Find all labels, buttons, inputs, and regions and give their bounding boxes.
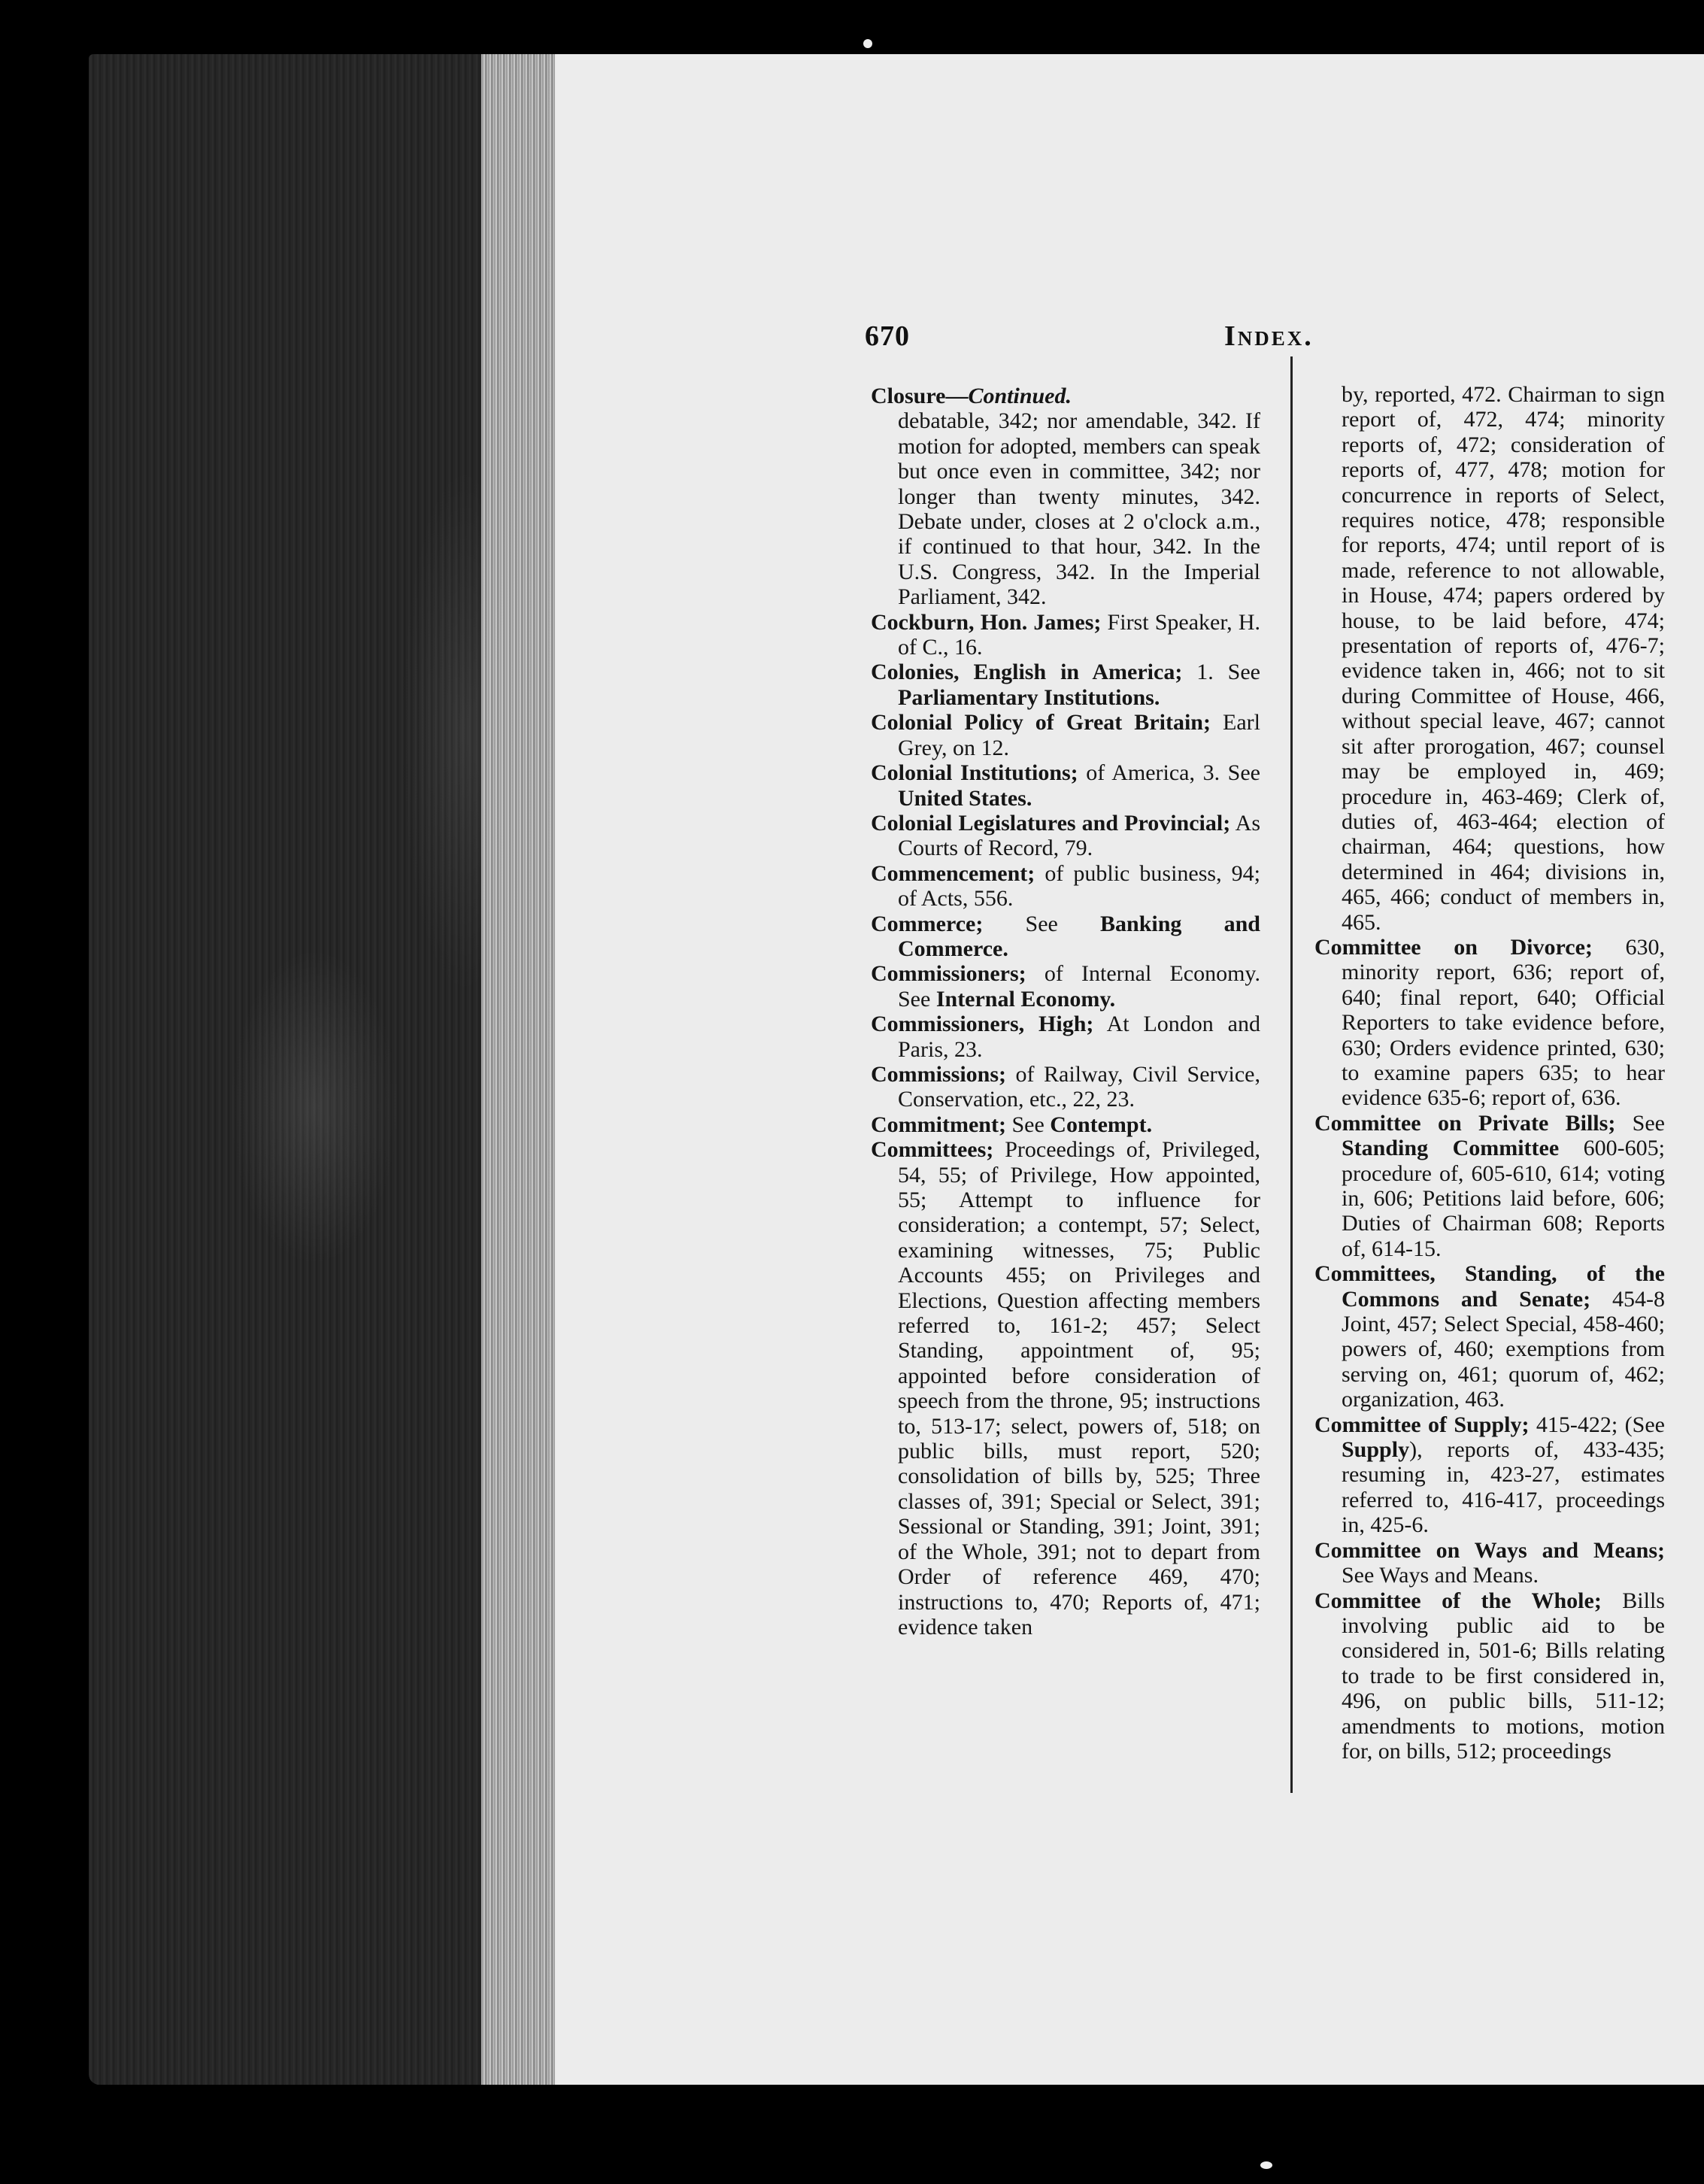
entry-heading: Closure— [871,384,969,408]
entry-text: debatable, 342; nor amendable, 342. If motion for adopted, members can speak but once even in committee, 342; nor longer than twenty minutes, 342. Debate under, closes at 2 o'clock a.m., if continued to that hour, 342. In the U.S. Congress, 342. In the Imperial Parliament, 342. [898,408,1260,610]
entry-heading: Cockburn, Hon. James; [871,609,1102,635]
index-entry [871,408,1260,609]
index-entry [871,1062,1260,1112]
page-edge-highlight [481,54,556,2085]
index-entry [1314,1538,1665,1588]
entry-cross-reference: Standing Committee [1342,1136,1560,1161]
index-entry [871,912,1260,962]
entry-text: 630, minority report, 636; report of, 640; final report, 640; Official Reporters to take evidence before, 630; Orders evidence printed, 630; to examine papers 635; to hear evidence 635-6; report of, 636. [1342,934,1665,1111]
index-column-left [871,384,1260,1640]
entry-text: 1. See [1182,660,1260,685]
entry-heading: Commissioners; [871,961,1026,987]
entry-heading-italic: Continued. [968,384,1072,408]
entry-heading: Colonies, English in America; [871,660,1183,685]
entry-text: First Speaker, H. of C., 16. [898,609,1260,660]
entry-text: See [1615,1110,1665,1136]
entry-heading: Committee of the Whole; [1314,1588,1602,1613]
entry-text: of public business, 94; of Acts, 556. [898,860,1260,912]
running-head: Index. [1224,320,1314,352]
index-entry [871,811,1260,861]
entry-heading: Colonial Policy of Great Britain; [871,710,1211,736]
entry-text: Earl Grey, on 12. [898,710,1260,760]
index-entry [871,660,1260,710]
entry-heading: Commencement; [871,860,1035,886]
entry-text: At London and Paris, 23. [898,1012,1260,1062]
column-divider [1290,356,1293,1793]
entry-heading: Committees, Standing, of the Commons and Senate; [1314,1261,1665,1312]
entry-cross-reference: Internal Economy. [935,986,1116,1012]
entry-heading: Committee on Ways and Means; [1314,1537,1665,1563]
index-entry [1314,382,1665,935]
index-entry [1314,1261,1665,1412]
index-entry [871,384,1260,408]
entry-text: of Internal Economy. See [898,961,1260,1012]
entry-cross-reference: United States. [898,785,1032,811]
index-entry [871,1137,1260,1640]
entry-text: See Ways and Means. [1342,1563,1539,1588]
entry-heading: Committee of Supply; [1314,1412,1530,1437]
index-entry [1314,1111,1665,1261]
entry-heading: Committee on Private Bills; [1314,1110,1616,1136]
entry-text: See [1005,1112,1051,1137]
entry-heading: Commitment; [871,1112,1006,1137]
dust-speck [1260,2161,1272,2169]
index-entry [1314,1412,1665,1538]
entry-heading: Colonial Institutions; [871,760,1078,786]
index-entry [871,1012,1260,1062]
index-entry [871,610,1260,660]
index-entry [871,710,1260,760]
entry-heading: Committees; [871,1137,994,1163]
index-entry [871,961,1260,1012]
index-entry [1314,1588,1665,1764]
entry-cross-reference: Supply [1342,1437,1410,1463]
entry-cross-reference: Parliamentary Institutions. [898,684,1160,710]
entry-text: by, reported, 472. Chairman to sign report of, 472, 474; minority reports of, 472; consideration of reports of, 477, 478; motion for concurrence in reports of Select, requires notice, 478; responsible for reports, 474; until report of is made, reference to not allowable, in House, 474; papers ordered by house, to be laid before, 474; presentation of reports of, 476-7; evidence taken in, 466; not to sit during Committee of House, 466, without special leave, 467; cannot sit after prorogation, 467; counsel may be employed in, 469; procedure in, 463-469; Clerk of, duties of, 463-464; election of chairman, 464; questions, how determined in 464; divisions in, 465, 466; conduct of members in, 465. [1342,382,1665,935]
entry-text: See [983,911,1101,936]
index-entry [871,861,1260,912]
entry-text: ), reports of, 433-435; resuming in, 423-27, estimates referred to, 416-417, proceedings in, 425-6. [1342,1437,1665,1538]
entry-heading: Commissions; [871,1061,1007,1087]
entry-text: 454-8 Joint, 457; Select Special, 458-460; powers of, 460; exemptions from serving on, 461; quorum of, 462; organization, 463. [1342,1286,1665,1412]
index-entry [871,1112,1260,1137]
entry-text: Proceedings of, Privileged, 54, 55; of Privilege, How appointed, 55; Attempt to influence for consideration; a contempt, 57; Select, examining witnesses, 75; Public Accounts 455; on Privileges and Elections, Question affecting members referred to, 161-2; 457; Select Standing, appointment of, 95; appointed before consideration of speech from the throne, 95; instructions to, 513-17; select, powers of, 518; on public bills, must report, 520; consolidation of bills by, 525; Three classes of, 391; Special or Select, 391; Sessional or Standing, 391; Joint, 391; of the Whole, 391; not to depart from Order of reference 469, 470; instructions to, 470; Reports of, 471; evidence taken [898,1137,1260,1640]
index-entry [871,760,1260,811]
page-number: 670 [865,320,910,352]
entry-text: As Courts of Record, 79. [898,810,1260,861]
entry-text: Bills involving public aid to be considered in, 501-6; Bills relating to trade to be first considered in, 496, on public bills, 511-12; amendments to motions, motion for, on bills, 512; proceedings [1342,1588,1665,1764]
entry-text: 415-422; (See [1529,1412,1665,1437]
index-entry [1314,935,1665,1111]
entry-text: of Railway, Civil Service, Conservation, etc., 22, 23. [898,1061,1260,1112]
entry-text: 600-605; procedure of, 605-610, 614; voting in, 606; Petitions laid before, 606; Duties of Chairman 608; Reports of, 614-15. [1342,1136,1666,1261]
index-column-right [1314,382,1665,1764]
entry-heading: Commerce; [871,911,984,936]
entry-cross-reference: Contempt. [1050,1112,1153,1137]
entry-cross-reference: Banking and Commerce. [898,911,1260,961]
entry-heading: Colonial Legislatures and Provincial; [871,810,1231,836]
entry-heading: Commissioners, High; [871,1012,1094,1037]
entry-heading: Committee on Divorce; [1314,934,1593,960]
dust-speck [863,39,872,48]
entry-text: of America, 3. See [1078,760,1260,786]
